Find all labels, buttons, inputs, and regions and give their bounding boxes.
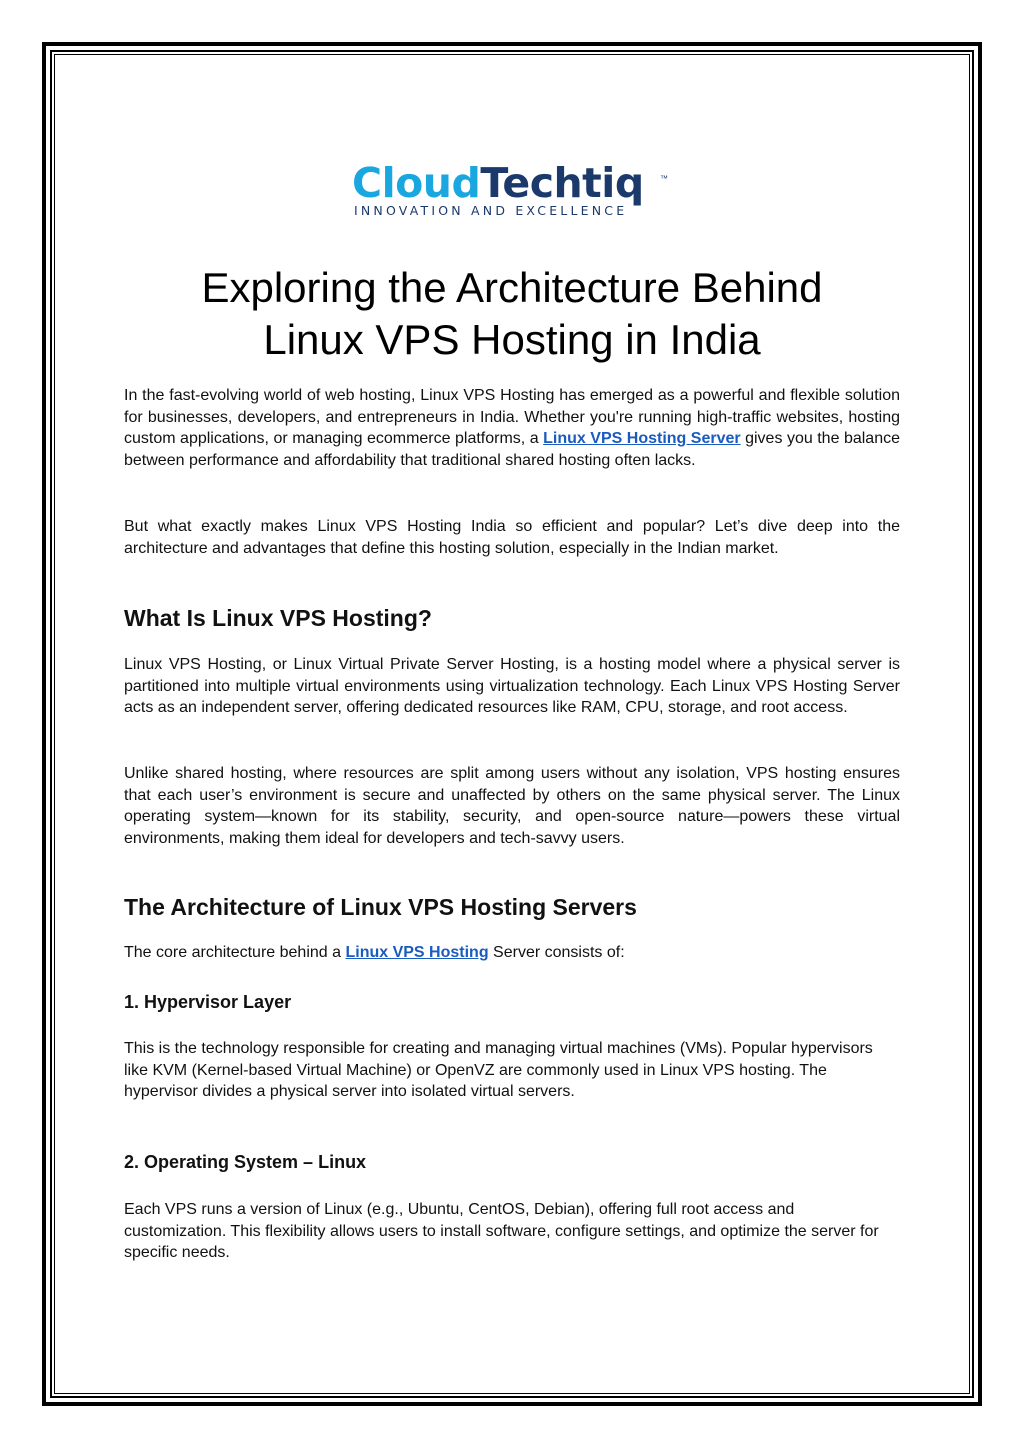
intro-paragraph-2: But what exactly makes Linux VPS Hosting India so efficient and popular? Let’s dive deep into the architecture and advantages that define this hosting solution, especially in the Indian market.: [124, 518, 900, 557]
heading-hypervisor-layer: 1. Hypervisor Layer: [124, 992, 292, 1012]
logo-word-techtiq: Techtiq: [480, 159, 644, 207]
logo-wordmark: [352, 160, 644, 206]
logo-word-cloud: Cloud: [352, 159, 481, 207]
logo-tagline: INNOVATION AND EXCELLENCE: [354, 203, 628, 218]
lead-text-end: Server consists of:: [488, 944, 625, 961]
document-title: [124, 262, 900, 366]
page-border-inner-thin: [54, 54, 970, 1394]
cloudtechtiq-logo: [352, 160, 672, 224]
hypervisor-paragraph: This is the technology responsible for creating and managing virtual machines (VMs). Popular hypervisors like KVM (Kernel-based Virtual Machine) or OpenVZ are commonly used in Linux VPS hosting. The hypervisor divides a physical server into isolated virtual servers.: [124, 1040, 873, 1101]
section-1-paragraph-1: Linux VPS Hosting, or Linux Virtual Private Server Hosting, is a hosting model where a physical server is partitioned into multiple virtual environments using virtualization technology. Each Linux VPS Hosting Server acts as an independent server, offering dedicated resources like RAM, CPU, storage, and root access.: [124, 656, 900, 717]
operating-system-paragraph: Each VPS runs a version of Linux (e.g., Ubuntu, CentOS, Debian), offering full root access and customization. This flexibility allows users to install software, configure settings, and optimize the server for specific needs.: [124, 1201, 879, 1262]
heading-operating-system: 2. Operating System – Linux: [124, 1152, 367, 1172]
title-line-1: Exploring the Architecture Behind: [201, 264, 823, 311]
section-1-paragraph-2: Unlike shared hosting, where resources are split among users without any isolation, VPS hosting ensures that each user’s environment is secure and unaffected by others on the same physical server. The Linux operating system—known for its stability, security, and open-source nature—powers these virtual environments, making them ideal for developers and tech-savvy users.: [124, 765, 900, 847]
intro-text-start: In the fast-evolving world of web hosting, Linux VPS Hosting has emerged as a powerful and flexible solution for businesses, developers, and entrepreneurs in India. Whether you're running high-traffic websites, hosting custom applications, or managing ecommerce platforms, a: [124, 387, 900, 448]
architecture-lead: [124, 942, 900, 964]
intro-text-end: gives you the balance between performance and affordability that traditional shared hosting often lacks.: [124, 430, 900, 469]
intro-paragraph: [124, 385, 900, 471]
logo-trademark: ™: [660, 174, 668, 183]
linux-vps-hosting-link[interactable]: Linux VPS Hosting: [345, 944, 489, 961]
heading-architecture: The Architecture of Linux VPS Hosting Servers: [124, 894, 637, 920]
lead-text-start: The core architecture behind a: [124, 944, 346, 961]
title-line-2: Linux VPS Hosting in India: [263, 316, 761, 363]
linux-vps-hosting-server-link[interactable]: Linux VPS Hosting Server: [543, 430, 741, 448]
heading-what-is-linux-vps: What Is Linux VPS Hosting?: [124, 605, 432, 631]
